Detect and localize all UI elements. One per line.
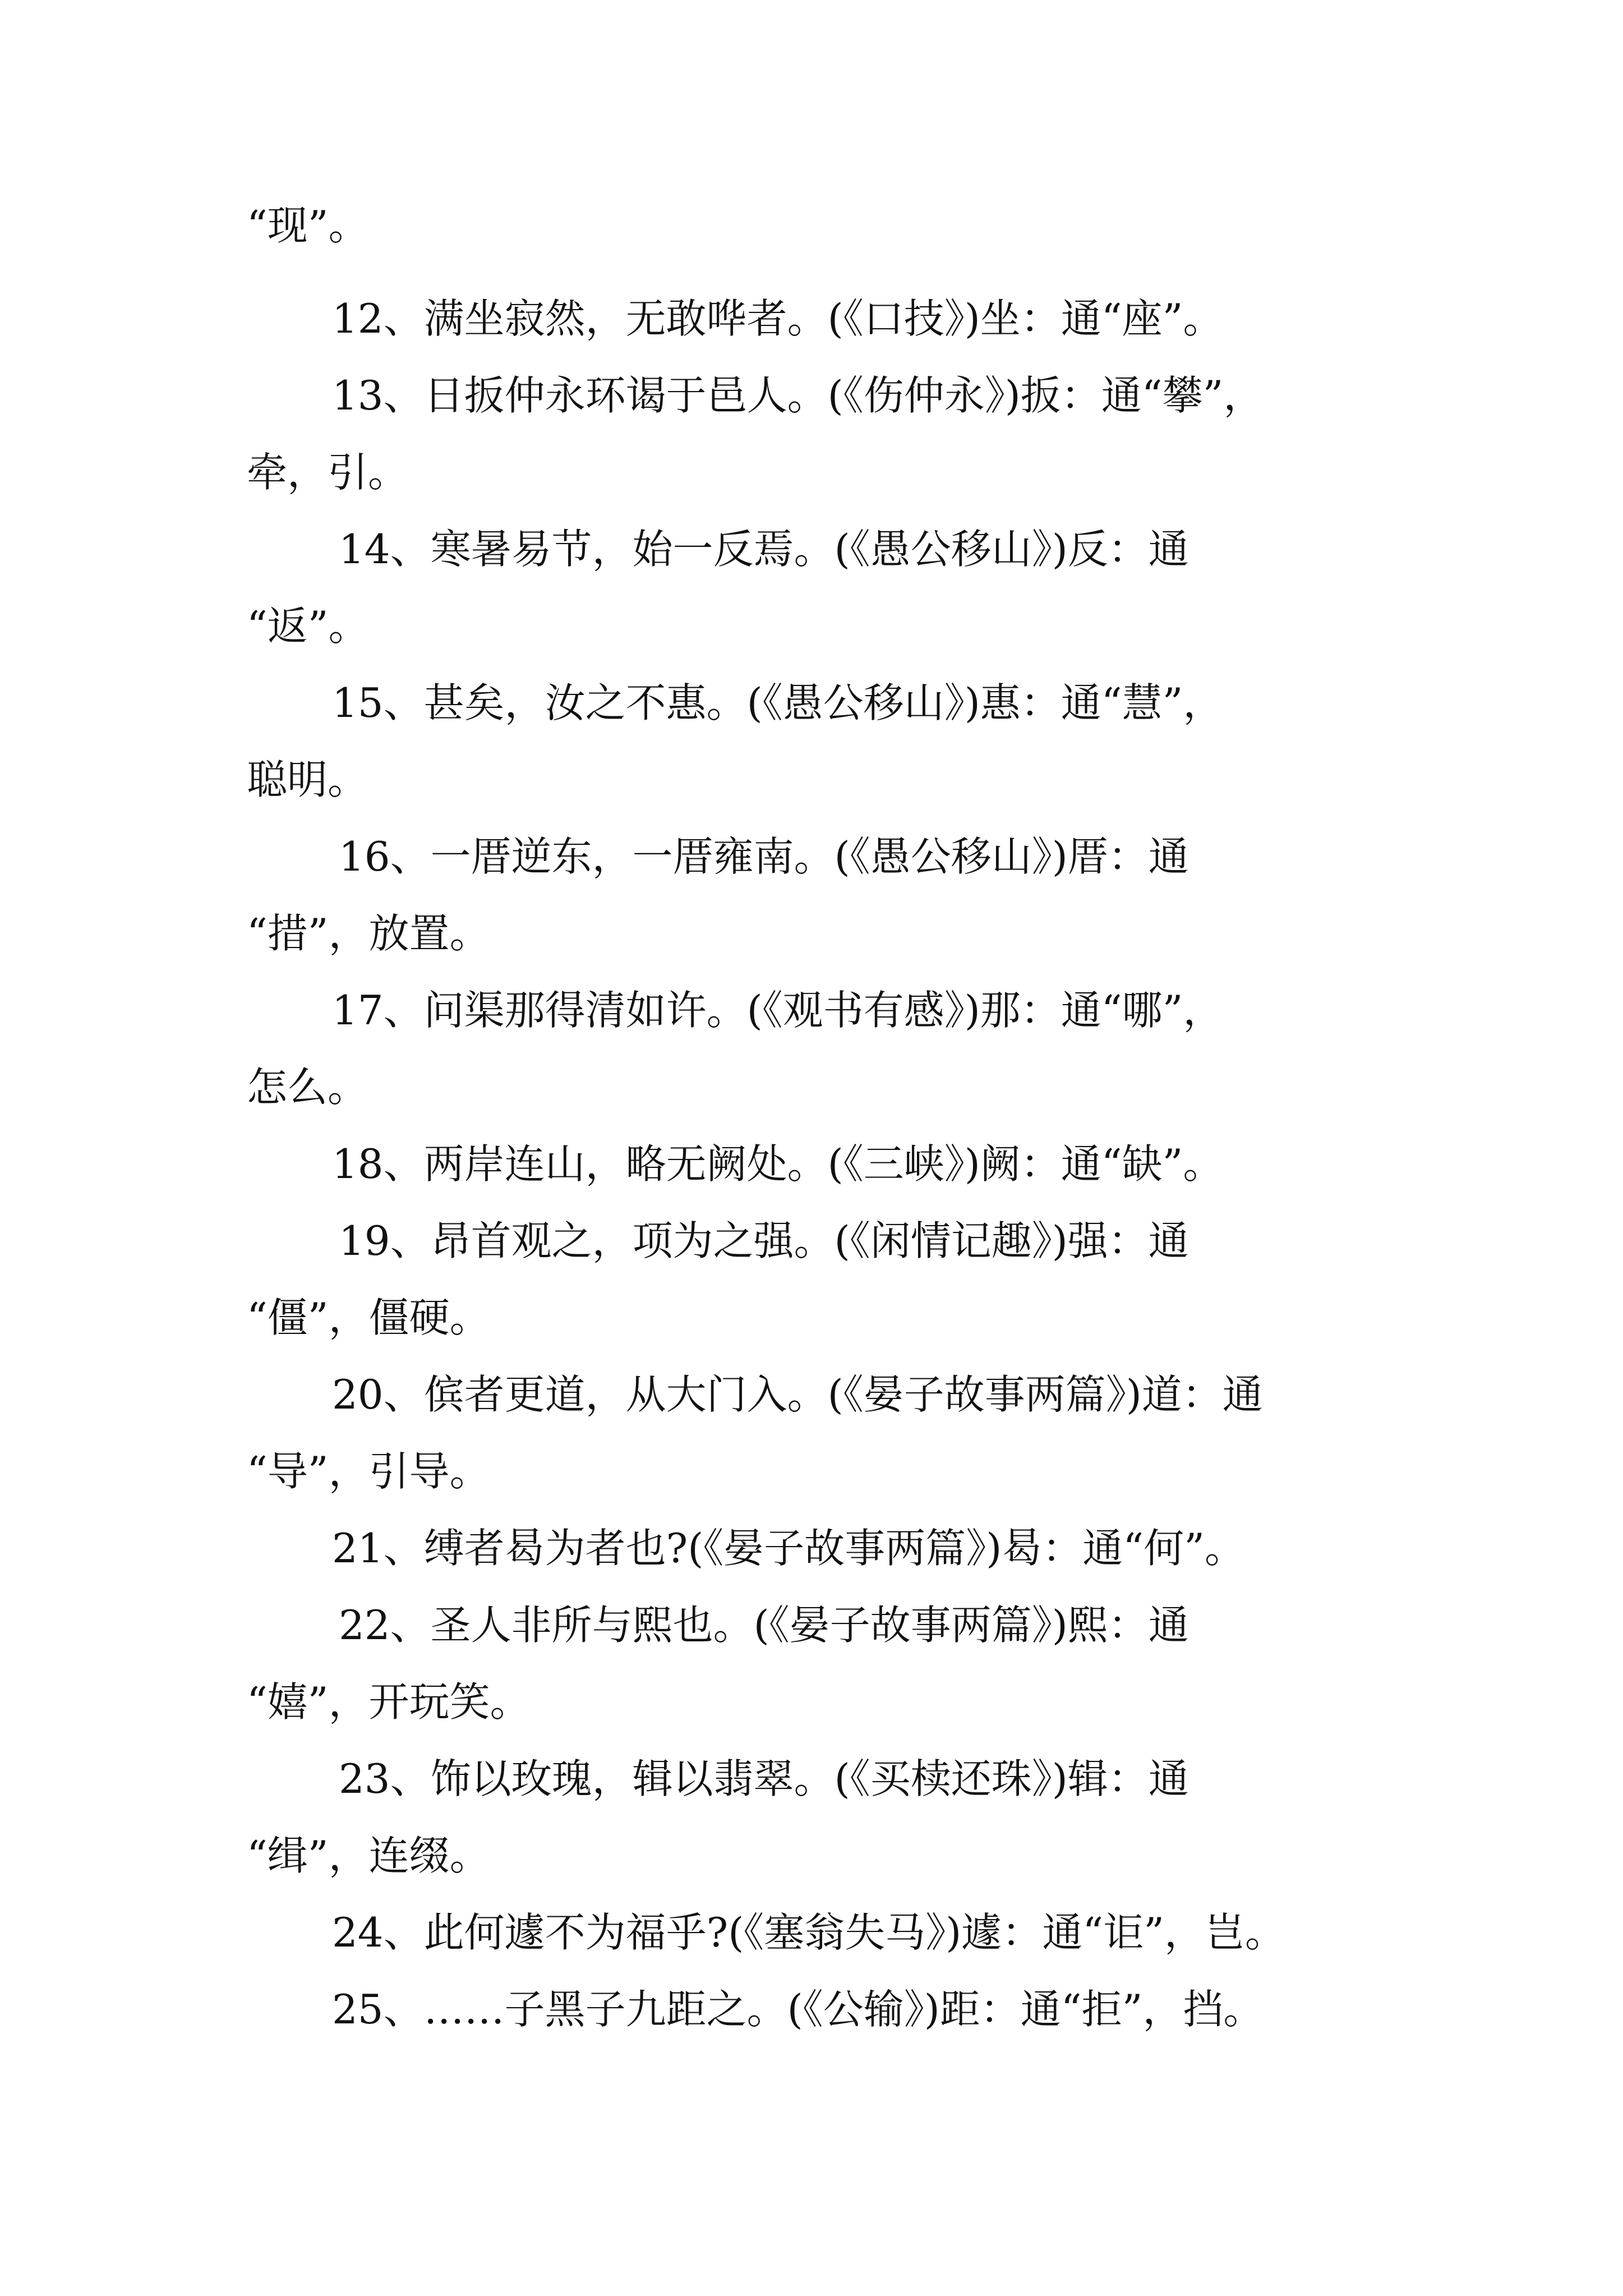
line-item-13-cont: 牵，引。 xyxy=(247,449,409,496)
line-item-17: 17、问渠那得清如许。(《观书有感》)那：通“哪”， xyxy=(332,987,1224,1034)
line-item-21: 21、缚者曷为者也?(《晏子故事两篇》)曷：通“何”。 xyxy=(332,1525,1246,1572)
line-item-19: 19、昂首观之，项为之强。(《闲情记趣》)强：通 xyxy=(339,1217,1189,1264)
line-item-22: 22、圣人非所与熙也。(《晏子故事两篇》)熙：通 xyxy=(339,1602,1189,1649)
line-item-15-cont: 聪明。 xyxy=(247,756,368,803)
line-item-12: 12、满坐寂然，无敢哗者。(《口技》)坐：通“座”。 xyxy=(332,295,1224,342)
line-item-25: 25、……子黑子九距之。(《公输》)距：通“拒”，挡。 xyxy=(332,1986,1264,2033)
line-item-15: 15、甚矣，汝之不惠。(《愚公移山》)惠：通“慧”， xyxy=(332,679,1224,726)
line-item-18: 18、两岸连山，略无阙处。(《三峡》)阙：通“缺”。 xyxy=(332,1140,1224,1188)
line-item-24: 24、此何遽不为福乎?(《塞翁失马》)遽：通“讵”，岂。 xyxy=(332,1909,1286,1956)
line-item-23-cont: “缉”，连缀。 xyxy=(247,1832,490,1879)
line-item-23: 23、饰以玫瑰，辑以翡翠。(《买椟还珠》)辑：通 xyxy=(339,1755,1189,1802)
line-item-20: 20、傧者更道，从大门入。(《晏子故事两篇》)道：通 xyxy=(332,1371,1263,1418)
line-item-17-cont: 怎么。 xyxy=(247,1064,368,1111)
line-1-continuation: “现”。 xyxy=(247,202,369,249)
line-item-16: 16、一厝逆东，一厝雍南。(《愚公移山》)厝：通 xyxy=(339,833,1189,880)
line-item-16-cont: “措”，放置。 xyxy=(247,910,490,957)
line-item-14: 14、寒暑易节，始一反焉。(《愚公移山》)反：通 xyxy=(339,526,1189,573)
line-item-14-cont: “返”。 xyxy=(247,602,369,650)
line-item-19-cont: “僵”，僵硬。 xyxy=(247,1294,490,1341)
line-item-20-cont: “导”，引导。 xyxy=(247,1448,490,1495)
line-item-22-cont: “嬉”，开玩笑。 xyxy=(247,1678,531,1726)
line-item-13: 13、日扳仲永环谒于邑人。(《伤仲永》)扳：通“攀”， xyxy=(332,372,1264,419)
